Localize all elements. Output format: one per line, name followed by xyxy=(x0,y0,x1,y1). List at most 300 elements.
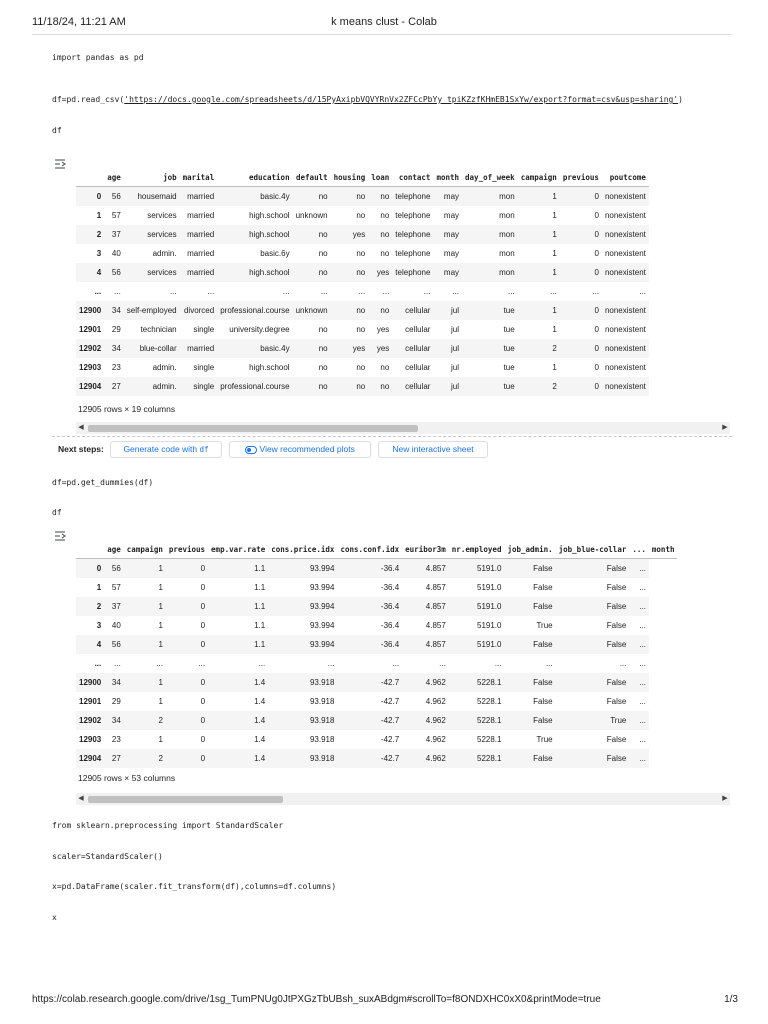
table-cell: 4.857 xyxy=(425,564,446,573)
table-cell: yes xyxy=(376,268,390,277)
table-cell: 0 xyxy=(594,363,599,372)
column-header: loan xyxy=(368,160,392,187)
table-cell: 1 xyxy=(552,192,557,201)
column-header: education xyxy=(217,160,292,187)
table-cell: cellular xyxy=(405,306,431,315)
table-cell: 5191.0 xyxy=(477,621,502,630)
table-cell: nonexistent xyxy=(604,230,646,239)
table-cell: married xyxy=(187,192,215,201)
table-cell: ... xyxy=(639,659,646,668)
table-cell: services xyxy=(147,268,177,277)
table-cell: high.school xyxy=(249,211,290,220)
output-divider xyxy=(52,436,732,437)
print-date: 11/18/24, 11:21 AM xyxy=(32,16,126,28)
table-cell: 23 xyxy=(111,735,121,744)
table-cell: 1 xyxy=(552,325,557,334)
code-cell-get-dummies[interactable]: df=pd.get_dummies(df) xyxy=(52,478,154,487)
table-cell: ... xyxy=(619,659,627,668)
table-cell: ... xyxy=(452,287,460,296)
table-cell: -42.7 xyxy=(380,735,400,744)
code-cell-import-scaler[interactable]: from sklearn.preprocessing import StandardScaler xyxy=(52,821,284,830)
table-row xyxy=(76,244,649,263)
table-cell: jul xyxy=(451,325,460,334)
table-cell: mon xyxy=(499,192,515,201)
table-cell: 1 xyxy=(158,735,163,744)
table-cell: False xyxy=(606,564,627,573)
table-row xyxy=(76,578,677,597)
table-cell: yes xyxy=(352,344,366,353)
table-row xyxy=(76,206,649,225)
header-divider xyxy=(32,34,732,35)
next-steps-label: Next steps: xyxy=(58,444,104,454)
table-row xyxy=(76,692,677,711)
table-cell: ... xyxy=(423,287,431,296)
table-cell: 37 xyxy=(111,230,121,239)
table-cell: False xyxy=(606,754,627,763)
table-cell: 0 xyxy=(594,211,599,220)
table-cell: nonexistent xyxy=(604,306,646,315)
table-cell: basic.4y xyxy=(260,344,290,353)
table-cell: nonexistent xyxy=(604,325,646,334)
table-cell: ... xyxy=(639,735,646,744)
table-cell: 0 xyxy=(200,640,206,649)
table-cell: 4.962 xyxy=(425,735,446,744)
column-header: contact xyxy=(392,160,433,187)
column-header: previous xyxy=(560,160,602,187)
table-cell: 2 xyxy=(552,382,557,391)
table-cell: 0 xyxy=(594,382,599,391)
table-row xyxy=(76,320,649,339)
row-index: 2 xyxy=(96,602,102,611)
code-cell-df-1[interactable]: df xyxy=(52,126,62,135)
table-cell: 29 xyxy=(111,325,121,334)
table-cell: ... xyxy=(320,287,328,296)
table-row xyxy=(76,282,649,301)
column-header: housing xyxy=(331,160,369,187)
scrollbar-thumb[interactable] xyxy=(88,796,283,803)
table-cell: 0 xyxy=(594,325,599,334)
column-header: job_blue-collar xyxy=(556,532,630,559)
table-cell: -42.7 xyxy=(380,754,400,763)
dataframe-output-2 xyxy=(76,532,730,770)
table-cell: no xyxy=(380,230,390,239)
table-cell: cellular xyxy=(405,325,431,334)
table-cell: ... xyxy=(392,659,400,668)
table-cell: False xyxy=(606,640,627,649)
table-cell: married xyxy=(187,344,215,353)
scroll-left-icon[interactable]: ◀ xyxy=(78,424,84,431)
table-cell: ... xyxy=(545,659,553,668)
table-cell: 0 xyxy=(200,678,206,687)
table-cell: divorced xyxy=(183,306,215,315)
table-cell: mon xyxy=(499,268,515,277)
generate-code-label: Generate code with xyxy=(123,444,198,454)
row-index: 2 xyxy=(96,230,102,239)
code-read-csv-suffix: ) xyxy=(678,95,683,104)
table-row xyxy=(76,711,677,730)
table-cell: cellular xyxy=(405,363,431,372)
row-index: ... xyxy=(94,659,102,668)
table-row xyxy=(76,301,649,320)
table-cell: ... xyxy=(639,697,646,706)
table-cell: False xyxy=(533,583,553,592)
dataframe-table-1 xyxy=(76,160,649,396)
code-cell-x[interactable]: x xyxy=(52,913,57,922)
table-row xyxy=(76,597,677,616)
table-cell: 4.857 xyxy=(425,602,446,611)
table-cell: -42.7 xyxy=(380,716,400,725)
scroll-right-icon[interactable]: ▶ xyxy=(722,424,728,431)
table-cell: ... xyxy=(639,287,646,296)
view-recommended-plots-label: View recommended plots xyxy=(259,444,355,454)
table-cell: 1 xyxy=(158,640,163,649)
table-cell: 1 xyxy=(552,363,557,372)
row-index: ... xyxy=(94,287,102,296)
table-row xyxy=(76,616,677,635)
csv-url-link[interactable]: 'https://docs.google.com/spreadsheets/d/15PyAxipbVQVYRnVx2ZFCcPbYy_tpiKZzfKHmEB1SxYw/export?format=csv&usp=sharing' xyxy=(124,95,679,104)
table-cell: 1.1 xyxy=(254,564,266,573)
table-cell: no xyxy=(380,382,390,391)
table-cell: no xyxy=(380,211,390,220)
table-cell: 1 xyxy=(158,678,163,687)
chart-icon xyxy=(245,446,257,454)
column-header: marital xyxy=(180,160,218,187)
row-index: 12901 xyxy=(79,325,102,334)
table-cell: may xyxy=(443,192,460,201)
row-index: 12900 xyxy=(79,306,102,315)
code-cell-scaler-init[interactable]: scaler=StandardScaler() xyxy=(52,852,163,861)
column-header: campaign xyxy=(518,160,560,187)
table-cell: 0 xyxy=(200,716,206,725)
column-header: previous xyxy=(166,532,208,559)
table-cell: ... xyxy=(156,659,163,668)
table-cell: nonexistent xyxy=(604,382,646,391)
table-cell: 23 xyxy=(111,363,121,372)
table-cell: married xyxy=(187,230,215,239)
row-index: 12900 xyxy=(79,678,102,687)
table-cell: admin. xyxy=(152,363,177,372)
table-cell: 34 xyxy=(111,678,121,687)
table-cell: high.school xyxy=(249,230,290,239)
table-row xyxy=(76,730,677,749)
table-cell: professional.course xyxy=(220,306,290,315)
column-header: cons.price.idx xyxy=(268,532,337,559)
table-cell: 34 xyxy=(111,344,121,353)
table-cell: 1.4 xyxy=(254,716,266,725)
table-row xyxy=(76,187,649,207)
scroll-left-icon[interactable]: ◀ xyxy=(78,795,84,802)
table-cell: 93.994 xyxy=(309,564,335,573)
table-cell: ... xyxy=(114,659,121,668)
table-row xyxy=(76,339,649,358)
table-cell: False xyxy=(606,621,627,630)
table-cell: 93.918 xyxy=(309,754,335,763)
table-cell: no xyxy=(318,325,328,334)
table-cell: 93.918 xyxy=(309,678,335,687)
column-header: nr.employed xyxy=(449,532,505,559)
row-index: 3 xyxy=(96,621,102,630)
table-cell: yes xyxy=(352,230,366,239)
table-cell: ... xyxy=(592,287,599,296)
view-recommended-plots-button[interactable] xyxy=(229,441,371,458)
table-cell: 0 xyxy=(594,344,599,353)
table-cell: telephone xyxy=(395,230,431,239)
table-cell: 0 xyxy=(200,602,206,611)
table-cell: 93.918 xyxy=(309,716,335,725)
table-cell: 1 xyxy=(158,602,163,611)
table-cell: admin. xyxy=(152,249,177,258)
print-header xyxy=(32,16,736,32)
row-index: 4 xyxy=(96,640,102,649)
table-cell: 1 xyxy=(552,230,557,239)
table-cell: 1.4 xyxy=(254,678,266,687)
table-cell: ... xyxy=(198,659,206,668)
table-cell: jul xyxy=(451,344,460,353)
table-cell: 0 xyxy=(200,583,206,592)
code-cell-read-csv[interactable] xyxy=(52,95,683,104)
table-cell: no xyxy=(356,363,366,372)
table-row xyxy=(76,635,677,654)
table-cell: 56 xyxy=(111,192,121,201)
table-cell: yes xyxy=(376,344,390,353)
table-cell: 5191.0 xyxy=(477,602,502,611)
table-cell: ... xyxy=(639,621,646,630)
table-cell: telephone xyxy=(395,211,431,220)
table-cell: tue xyxy=(503,306,515,315)
output-toggle-icon[interactable] xyxy=(54,530,68,542)
table-cell: -36.4 xyxy=(380,564,400,573)
table-cell: 27 xyxy=(111,754,121,763)
column-header: age xyxy=(104,532,124,559)
table-cell: nonexistent xyxy=(604,211,646,220)
generate-code-var: df xyxy=(199,445,209,454)
table-cell: 37 xyxy=(111,602,121,611)
table-cell: 5228.1 xyxy=(477,735,502,744)
table-cell: jul xyxy=(451,363,460,372)
table-cell: single xyxy=(193,325,215,334)
table-cell: False xyxy=(606,583,627,592)
row-index: 12904 xyxy=(79,382,102,391)
table-cell: high.school xyxy=(249,268,290,277)
table-cell: 40 xyxy=(111,621,121,630)
scrollbar-thumb[interactable] xyxy=(88,425,418,432)
table-cell: telephone xyxy=(395,192,431,201)
table-cell: -42.7 xyxy=(380,678,400,687)
table-cell: no xyxy=(318,344,328,353)
table-cell: 1 xyxy=(158,583,163,592)
table-cell: married xyxy=(187,268,215,277)
table-cell: 1 xyxy=(552,306,557,315)
table-cell: mon xyxy=(499,211,515,220)
table-cell: 0 xyxy=(594,306,599,315)
table-cell: 1 xyxy=(552,249,557,258)
code-cell-import-pandas[interactable]: import pandas as pd xyxy=(52,53,144,62)
column-header: euribor3m xyxy=(402,532,449,559)
code-cell-fit-transform[interactable]: x=pd.DataFrame(scaler.fit_transform(df),columns=df.columns) xyxy=(52,882,337,891)
table-cell: ... xyxy=(207,287,215,296)
table-cell: 4.857 xyxy=(425,640,446,649)
table-cell: 1 xyxy=(552,268,557,277)
table-cell: False xyxy=(533,716,553,725)
table-cell: 1.4 xyxy=(254,735,266,744)
code-cell-df-2[interactable]: df xyxy=(52,508,62,517)
table-cell: no xyxy=(356,249,366,258)
table-cell: no xyxy=(380,249,390,258)
row-index: 0 xyxy=(96,192,102,201)
table-cell: single xyxy=(193,382,215,391)
table-cell: 0 xyxy=(594,230,599,239)
table-cell: tue xyxy=(503,344,515,353)
table-cell: 1.4 xyxy=(254,697,266,706)
table-cell: ... xyxy=(639,602,646,611)
table-cell: no xyxy=(318,192,328,201)
table-cell: ... xyxy=(439,659,446,668)
table-cell: telephone xyxy=(395,268,431,277)
table-row xyxy=(76,225,649,244)
table-cell: no xyxy=(380,363,390,372)
dataframe-output-1 xyxy=(76,160,730,400)
table-cell: no xyxy=(356,211,366,220)
print-title: k means clust - Colab xyxy=(331,16,437,28)
table-cell: False xyxy=(533,640,553,649)
table-cell: no xyxy=(356,192,366,201)
table-cell: False xyxy=(533,564,553,573)
table-cell: 0 xyxy=(594,268,599,277)
table-row xyxy=(76,358,649,377)
table-cell: services xyxy=(147,211,177,220)
column-header: poutcome xyxy=(602,160,649,187)
table-cell: 0 xyxy=(594,249,599,258)
table-cell: ... xyxy=(494,659,502,668)
table-cell: no xyxy=(318,230,328,239)
column-header: cons.conf.idx xyxy=(337,532,402,559)
table-cell: False xyxy=(533,754,553,763)
table-cell: housemaid xyxy=(137,192,177,201)
table-cell: 57 xyxy=(111,583,121,592)
table-cell: 57 xyxy=(111,211,121,220)
table-cell: 0 xyxy=(594,192,599,201)
table-cell: ... xyxy=(169,287,177,296)
table-cell: 1.1 xyxy=(254,583,266,592)
table-cell: 93.918 xyxy=(309,697,335,706)
table-cell: ... xyxy=(382,287,390,296)
table-cell: services xyxy=(147,230,177,239)
table-cell: 93.994 xyxy=(309,640,335,649)
table-cell: jul xyxy=(451,306,460,315)
table-cell: 0 xyxy=(200,735,206,744)
table-cell: 56 xyxy=(111,640,121,649)
table-cell: no xyxy=(380,306,390,315)
table-cell: ... xyxy=(508,287,515,296)
table-cell: -36.4 xyxy=(380,640,400,649)
table-cell: False xyxy=(606,678,627,687)
table-cell: 1 xyxy=(552,211,557,220)
column-header xyxy=(76,532,104,559)
table-cell: False xyxy=(606,697,627,706)
table-cell: 5228.1 xyxy=(477,754,502,763)
table-row xyxy=(76,654,677,673)
table-cell: ... xyxy=(358,287,366,296)
table-cell: mon xyxy=(499,249,515,258)
table-cell: 4.857 xyxy=(425,583,446,592)
table-cell: False xyxy=(606,602,627,611)
horizontal-scrollbar-2[interactable] xyxy=(76,793,730,805)
table-cell: 0 xyxy=(200,697,206,706)
table-cell: ... xyxy=(550,287,557,296)
table-cell: -36.4 xyxy=(380,602,400,611)
table-cell: ... xyxy=(639,583,646,592)
table-cell: unknown xyxy=(295,306,328,315)
table-cell: 34 xyxy=(111,306,121,315)
table-cell: 1 xyxy=(158,564,163,573)
table-cell: married xyxy=(187,249,215,258)
row-index: 4 xyxy=(96,268,102,277)
horizontal-scrollbar-1[interactable] xyxy=(76,422,730,434)
table-cell: may xyxy=(443,211,460,220)
table-cell: no xyxy=(318,249,328,258)
table-cell: high.school xyxy=(249,363,290,372)
output-toggle-icon[interactable] xyxy=(54,158,68,170)
scroll-right-icon[interactable]: ▶ xyxy=(722,795,728,802)
table-cell: no xyxy=(356,382,366,391)
row-index: 12902 xyxy=(79,716,102,725)
table-cell: 2 xyxy=(158,716,163,725)
table-cell: ... xyxy=(639,716,646,725)
table-row xyxy=(76,559,677,579)
table-cell: 5228.1 xyxy=(477,678,502,687)
table-cell: 4.962 xyxy=(425,716,446,725)
dataframe-table-2 xyxy=(76,532,677,768)
page-number: 1/3 xyxy=(724,994,738,1005)
column-header: job_admin. xyxy=(504,532,555,559)
table-cell: False xyxy=(533,697,553,706)
table-cell: 0 xyxy=(200,564,206,573)
table-cell: unknown xyxy=(295,211,328,220)
table-cell: 93.994 xyxy=(309,602,335,611)
table-cell: 5191.0 xyxy=(477,640,502,649)
row-index: 12903 xyxy=(79,363,102,372)
table-row xyxy=(76,673,677,692)
table-cell: 5228.1 xyxy=(477,697,502,706)
table-cell: nonexistent xyxy=(604,192,646,201)
table-cell: basic.4y xyxy=(260,192,290,201)
table-cell: ... xyxy=(282,287,290,296)
table-cell: tue xyxy=(503,382,515,391)
table-cell: True xyxy=(536,735,553,744)
row-index: 12901 xyxy=(79,697,102,706)
row-index: 1 xyxy=(96,211,102,220)
print-url: https://colab.research.google.com/drive/1sg_TumPNUg0JtPXGzTbUBsh_suxABdgm#scrollTo=f8ONDXHC0xX0&printMode=true xyxy=(32,994,601,1005)
table-cell: single xyxy=(193,363,215,372)
table-cell: tue xyxy=(503,363,515,372)
code-read-csv-prefix: df=pd.read_csv( xyxy=(52,95,125,104)
table-cell: no xyxy=(356,268,366,277)
table-cell: no xyxy=(318,382,328,391)
table-cell: 1.1 xyxy=(254,640,266,649)
table-cell: basic.6y xyxy=(260,249,290,258)
table-cell: no xyxy=(356,325,366,334)
table-cell: 4.962 xyxy=(425,697,446,706)
table-cell: 2 xyxy=(158,754,163,763)
table-cell: True xyxy=(536,621,553,630)
table-row xyxy=(76,749,677,768)
table-cell: admin. xyxy=(152,382,177,391)
table-cell: 0 xyxy=(200,621,206,630)
table-cell: ... xyxy=(114,287,121,296)
table-cell: nonexistent xyxy=(604,268,646,277)
new-interactive-sheet-button[interactable]: New interactive sheet xyxy=(378,441,488,458)
generate-code-button[interactable] xyxy=(110,441,222,458)
